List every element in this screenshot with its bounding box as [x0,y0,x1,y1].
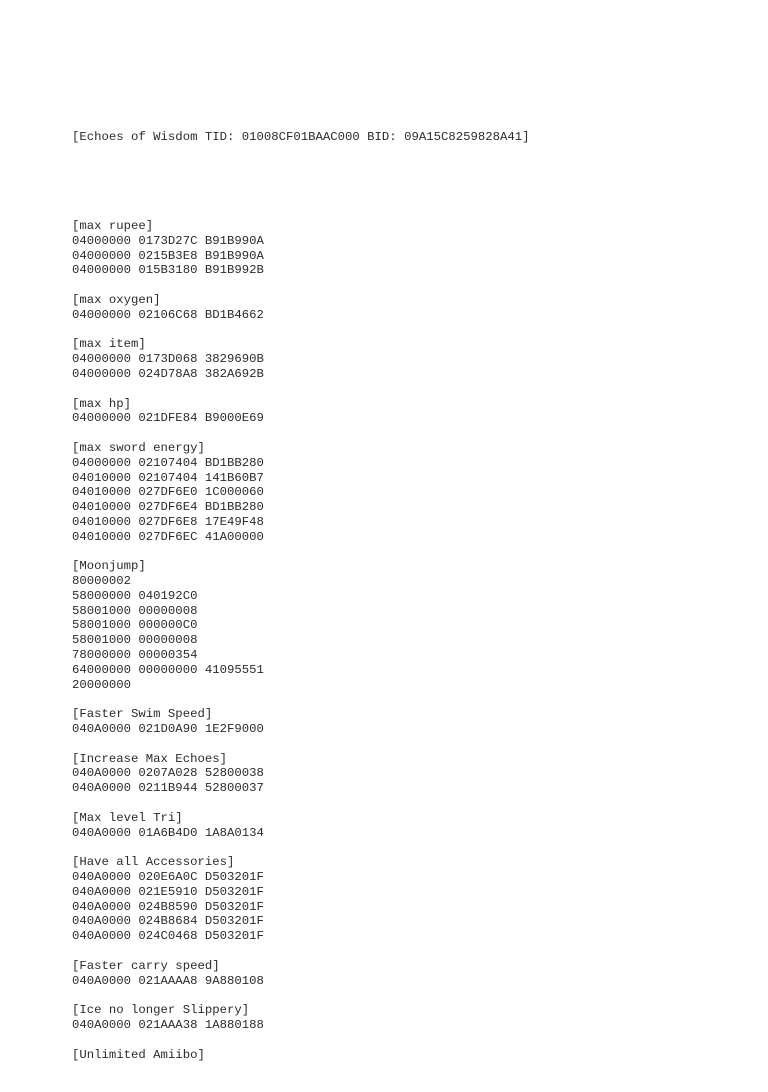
cheat-section-title: [Unlimited Amiibo] [72,1047,205,1062]
cheat-code-line: 78000000 00000354 [72,648,198,663]
cheat-code-line: 04010000 027DF6E0 1C000060 [72,485,264,500]
cheat-code-line: 040A0000 024C0468 D503201F [72,929,264,944]
cheat-code-line: 80000002 [72,574,132,589]
cheat-section [72,219,530,278]
cheat-code-line: 04000000 0173D27C B91B990A [72,233,264,248]
cheat-code-line: 040A0000 0211B944 52800037 [72,781,264,796]
cheat-code-line: 58000000 040192C0 [72,588,198,603]
cheat-section [72,855,530,944]
cheat-sections [72,219,530,1062]
cheat-code-line: 04000000 021DFE84 B9000E69 [72,411,264,426]
cheat-code-line: 040A0000 024B8590 D503201F [72,899,264,914]
cheat-section [72,1003,530,1033]
cheat-code-line: 040A0000 021D0A90 1E2F9000 [72,722,264,737]
cheat-code-line: 64000000 00000000 41095551 [72,662,264,677]
document-header-block [72,101,530,175]
cheat-code-line: 040A0000 01A6B4D0 1A8A0134 [72,825,264,840]
cheat-section-title: [max item] [72,337,146,352]
cheat-section-title: [Increase Max Echoes] [72,751,227,766]
cheat-code-line: 04010000 027DF6EC 41A00000 [72,529,264,544]
cheat-section [72,441,530,545]
cheat-section [72,293,530,323]
cheat-section [72,337,530,381]
cheat-code-document [72,71,530,1092]
cheat-code-line: 040A0000 0207A028 52800038 [72,766,264,781]
cheat-code-line: 040A0000 024B8684 D503201F [72,914,264,929]
cheat-code-line: 040A0000 020E6A0C D503201F [72,870,264,885]
cheat-section-title: [max sword energy] [72,440,205,455]
cheat-section-title: [Moonjump] [72,559,146,574]
cheat-code-line: 58001000 00000008 [72,603,198,618]
cheat-section-title: [Have all Accessories] [72,855,235,870]
cheat-code-line: 04010000 027DF6E4 BD1BB280 [72,500,264,515]
cheat-code-line: 04000000 0215B3E8 B91B990A [72,248,264,263]
cheat-code-line: 040A0000 021E5910 D503201F [72,884,264,899]
cheat-section [72,707,530,737]
document-header: [Echoes of Wisdom TID: 01008CF01BAAC000 BID: 09A15C8259828A41] [72,130,530,145]
cheat-section-title: [max hp] [72,396,132,411]
cheat-section [72,397,530,427]
cheat-code-line: 58001000 00000008 [72,633,198,648]
cheat-section-title: [max oxygen] [72,292,161,307]
cheat-section [72,811,530,841]
cheat-code-line: 04010000 02107404 141B60B7 [72,470,264,485]
cheat-code-line: 040A0000 021AAA38 1A880188 [72,1018,264,1032]
cheat-code-line: 04000000 015B3180 B91B992B [72,263,264,278]
cheat-code-line: 04000000 02107404 BD1BB280 [72,455,264,470]
cheat-section-title: [Ice no longer Slippery] [72,1003,250,1018]
cheat-section-title: [Faster Swim Speed] [72,707,213,722]
cheat-section [72,1048,530,1063]
cheat-code-line: 04000000 0173D068 3829690B [72,352,264,367]
cheat-code-line: 20000000 [72,677,132,692]
cheat-code-line: 04000000 02106C68 BD1B4662 [72,307,264,322]
cheat-code-line: 58001000 000000C0 [72,618,198,633]
cheat-code-line: 040A0000 021AAAA8 9A880108 [72,973,264,988]
cheat-section [72,559,530,692]
cheat-section-title: [Faster carry speed] [72,958,220,973]
cheat-code-line: 04010000 027DF6E8 17E49F48 [72,514,264,529]
cheat-section-title: [max rupee] [72,218,154,233]
cheat-section [72,959,530,989]
cheat-code-line: 04000000 024D78A8 382A692B [72,366,264,381]
cheat-section [72,752,530,796]
cheat-section-title: [Max level Tri] [72,810,183,825]
